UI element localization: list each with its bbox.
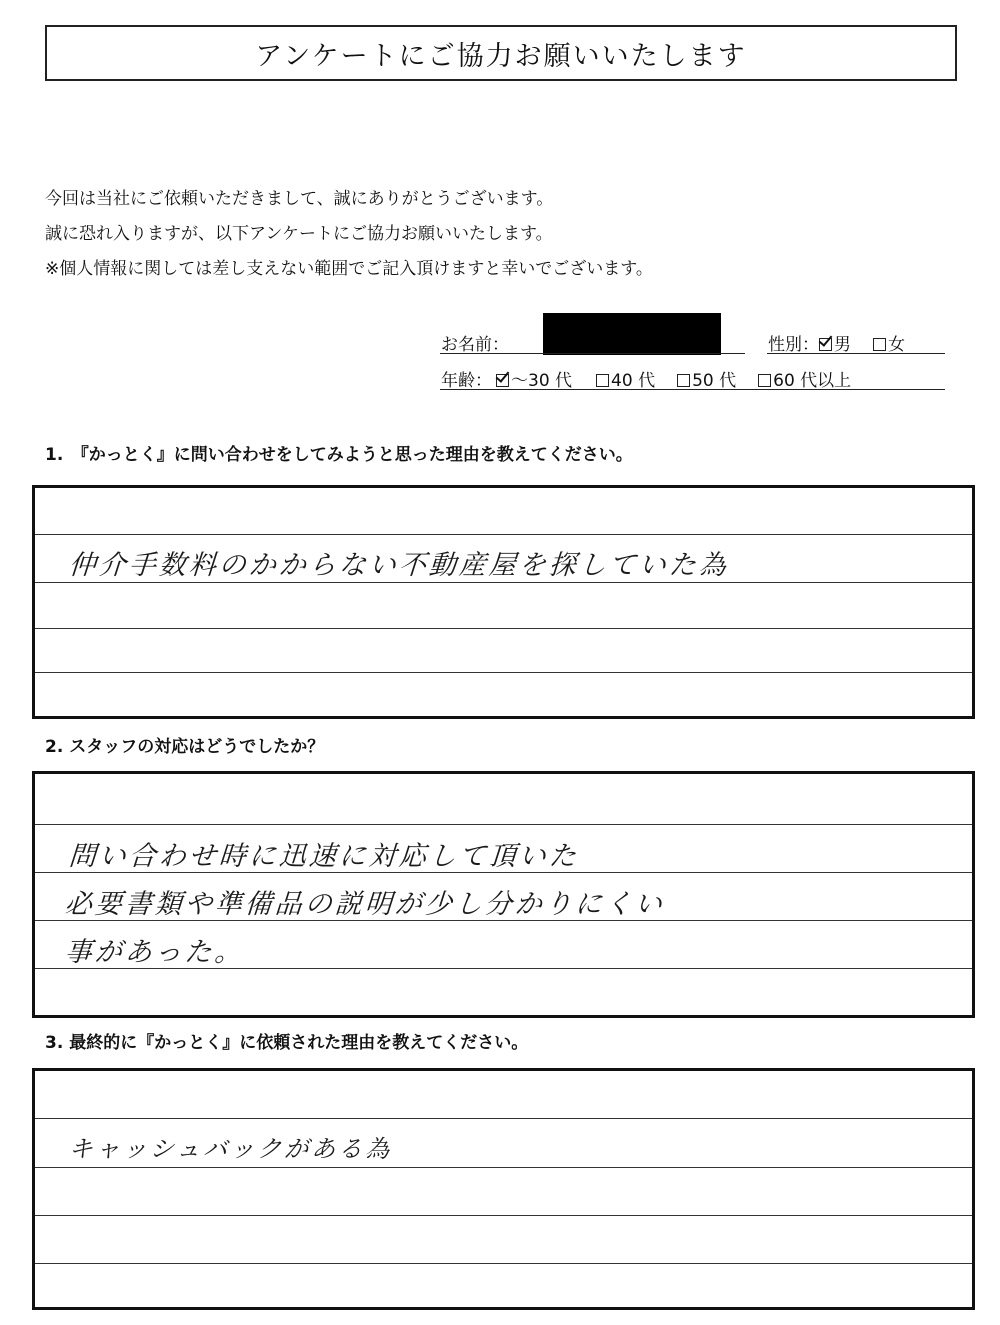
gender-label: 性別： xyxy=(768,335,819,355)
answer-1-line-1: 仲介手数料のかからない不動産屋を探していた為 xyxy=(67,550,730,581)
age-40s-checkbox[interactable] xyxy=(596,374,609,387)
answer-rule xyxy=(35,1215,972,1216)
name-underline xyxy=(440,353,745,354)
age-50s-checkbox[interactable] xyxy=(677,374,690,387)
gender-male-label: 男 xyxy=(834,335,851,355)
age-60plus-checkbox[interactable] xyxy=(758,374,771,387)
answer-box-2[interactable] xyxy=(32,771,975,1018)
age-60plus-label: 60 代以上 xyxy=(773,371,852,391)
question-1-label: 1. 『かっとく』に問い合わせをしてみようと思った理由を教えてください。 xyxy=(45,445,633,465)
age-underline xyxy=(440,389,945,390)
gender-male-checkbox[interactable] xyxy=(819,338,832,351)
name-label: お名前： xyxy=(441,335,509,355)
question-2-label: 2. スタッフの対応はどうでしたか？ xyxy=(45,737,325,757)
answer-2-line-3: 事があった。 xyxy=(63,937,246,968)
answer-2-line-2: 必要書類や準備品の説明が少し分かりにくい xyxy=(63,889,666,920)
answer-rule xyxy=(35,824,972,825)
answer-2-line-1: 問い合わせ時に迅速に対応して頂いた xyxy=(67,841,580,872)
answer-rule xyxy=(35,534,972,535)
gender-female-label: 女 xyxy=(888,335,905,355)
survey-title: アンケートにご協力お願いいたします xyxy=(45,25,957,81)
answer-box-1[interactable] xyxy=(32,485,975,719)
redacted-name xyxy=(543,313,721,355)
question-3-label: 3. 最終的に『かっとく』に依頼された理由を教えてください。 xyxy=(45,1033,529,1053)
intro-line-3: ※個人情報に関しては差し支えない範囲でご記入頂けますと幸いでございます。 xyxy=(45,259,653,279)
age-field xyxy=(441,366,851,391)
intro-text xyxy=(45,182,653,287)
age-label: 年齢： xyxy=(441,371,492,391)
answer-3-line-1: キャッシュバックがある為 xyxy=(67,1135,394,1163)
gender-underline xyxy=(767,353,945,354)
gender-field xyxy=(768,330,905,355)
age-under30-checkbox[interactable] xyxy=(496,374,509,387)
answer-rule xyxy=(35,1118,972,1119)
age-50s-label: 50 代 xyxy=(692,371,737,391)
answer-box-3[interactable] xyxy=(32,1068,975,1310)
answer-rule xyxy=(35,1167,972,1168)
age-40s-label: 40 代 xyxy=(611,371,656,391)
intro-line-2: 誠に恐れ入りますが、以下アンケートにご協力お願いいたします。 xyxy=(45,224,553,244)
answer-rule xyxy=(35,672,972,673)
age-under30-label: ～30 代 xyxy=(511,371,573,391)
answer-rule xyxy=(35,1263,972,1264)
gender-female-checkbox[interactable] xyxy=(873,338,886,351)
answer-rule xyxy=(35,582,972,583)
intro-line-1: 今回は当社にご依頼いただきまして、誠にありがとうございます。 xyxy=(45,189,554,209)
answer-rule xyxy=(35,628,972,629)
